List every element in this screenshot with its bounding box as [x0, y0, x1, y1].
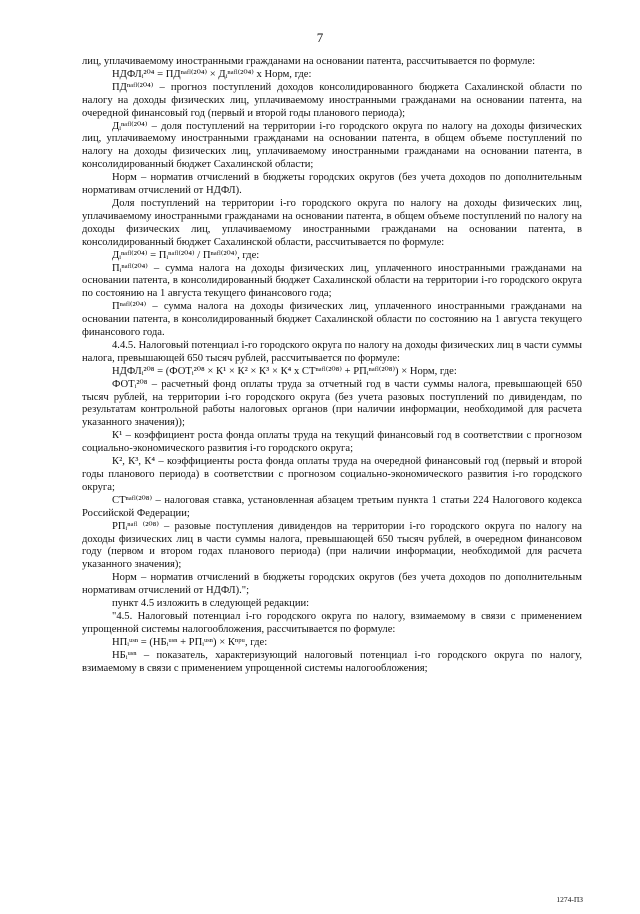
paragraph: К², К³, К⁴ – коэффициенты роста фонда оплаты труда на очередной финансовый год (первый и второй годы планового периода) в соответствии с прогнозом социально-экономического развития i-го городского округа; [82, 456, 582, 493]
paragraph: ФОТᵢ²⁰⁸ – расчетный фонд оплаты труда за отчетный год в части суммы налога, превышающей 650 тысяч рублей, на территории i-го городского округа (без учета разовых поступлений по дивидендам, по результатам контрольной работы налоговых органов (при наличии информации, необходимой для расчета указанного значения)); [82, 378, 582, 429]
paragraph: СТⁿᵃᶠˡ⁽²⁰⁸⁾ – налоговая ставка, установленная абзацем третьим пункта 1 статьи 224 Налогового кодекса Российской Федерации; [82, 494, 582, 519]
formula-np-usn: НПᵢᵘˢⁿ = (НБᵢᵘˢⁿ + РПᵢᵘˢⁿ) × Кⁿᵖᵘ, где: [112, 636, 268, 648]
formula-share: Дᵢⁿᵃᶠˡ⁽²⁰⁴⁾ = Пᵢⁿᵃᶠˡ⁽²⁰⁴⁾ / Пⁿᵃᶠˡ⁽²⁰⁴⁾, где: [112, 249, 260, 261]
paragraph: Доля поступлений на территории i-го городского округа по налогу на доходы физических лиц, уплачиваемому иностранными гражданами на основании патента, в общем объеме поступлений по налогу на доходы физических лиц, уплачиваемому иностранными гражданами на основании патента, в консолидированный бюджет Сахалинской области, рассчитывается по формуле: [82, 197, 582, 248]
formula-ndfl-208: НДФЛᵢ²⁰⁸ = (ФОТᵢ²⁰⁸ × К¹ × К² × К³ × К⁴ х СТⁿᵃᶠˡ⁽²⁰⁸⁾ + РПᵢⁿᵃᶠˡ⁽²⁰⁸⁾) × Норм, где: [112, 365, 457, 377]
paragraph: ПДⁿᵃᶠˡ⁽²⁰⁴⁾ – прогноз поступлений доходов консолидированного бюджета Сахалинской области по налогу на доходы физических лиц, уплачиваемому иностранными гражданами на основании патента, на очередной финансовый год (первый и второй годы планового периода); [82, 81, 582, 119]
section-4-4-5: 4.4.5. Налоговый потенциал i-го городского округа по налогу на доходы физических лиц в части суммы налога, превышающей 650 тысяч рублей, рассчитывается по формуле: [82, 339, 582, 364]
paragraph: Норм – норматив отчислений в бюджеты городских округов (без учета доходов по дополнительным нормативам отчислений от НДФЛ)."; [82, 572, 582, 597]
paragraph: РПᵢⁿᵃᶠˡ ⁽²⁰⁸⁾ – разовые поступления дивидендов на территории i-го городского округа по налогу на доходы физических лиц в части суммы налога, превышающей 650 тысяч рублей, в очередном финансовом году (первом и втором годах планового периода) (при наличии информации, необходимой для расчета указанного значения); [82, 520, 582, 571]
formula-ndfl-204: НДФЛᵢ²⁰⁴ = ПДⁿᵃᶠˡ⁽²⁰⁴⁾ × Дᵢⁿᵃᶠˡ⁽²⁰⁴⁾ х Норм, где: [112, 68, 312, 80]
paragraph: Норм – норматив отчислений в бюджеты городских округов (без учета доходов по дополнительным нормативам отчислений от НДФЛ). [82, 172, 582, 197]
section-4-5: "4.5. Налоговый потенциал i-го городского округа по налогу, взимаемому в связи с применением упрощенной системы налогообложения, рассчитывается по формуле: [82, 610, 582, 635]
paragraph: НБᵢᵘˢⁿ – показатель, характеризующий налоговый потенциал i-го городского округа по налогу, взимаемому в связи с применением упрощенной системы налогообложения; [82, 649, 582, 674]
document-body [82, 56, 582, 676]
paragraph: Пᵢⁿᵃᶠˡ⁽²⁰⁴⁾ – сумма налога на доходы физических лиц, уплаченного иностранными гражданами на основании патента, в консолидированный бюджет Сахалинской области на территории i-го городского округа по состоянию на 1 августа текущего финансового года; [82, 262, 582, 300]
paragraph: Пⁿᵃᶠˡ⁽²⁰⁴⁾ – сумма налога на доходы физических лиц, уплаченного иностранными гражданами на основании патента, в консолидированный бюджет Сахалинской области по состоянию на 1 августа текущего финансового года. [82, 301, 582, 339]
page-number: 7 [316, 30, 324, 45]
footer-code: 1274-ПЗ [556, 895, 583, 904]
paragraph: пункт 4.5 изложить в следующей редакции: [112, 598, 310, 610]
paragraph: К¹ – коэффициент роста фонда оплаты труда на текущий финансовый год в соответствии с прогнозом социально-экономического развития i-го городского округа; [82, 430, 582, 455]
paragraph: Дᵢⁿᵃᶠˡ⁽²⁰⁴⁾ – доля поступлений на территории i-го городского округа по налогу на доходы физических лиц, уплачиваемому иностранными гражданами на основании патента, в общем объеме поступлений по налогу на доходы физических лиц, уплачиваемому иностранными гражданами на основании патента, в консолидированный бюджет Сахалинской области; [82, 120, 582, 171]
paragraph: лиц, уплачиваемому иностранными гражданами на основании патента, рассчитывается по формуле: [82, 56, 536, 67]
